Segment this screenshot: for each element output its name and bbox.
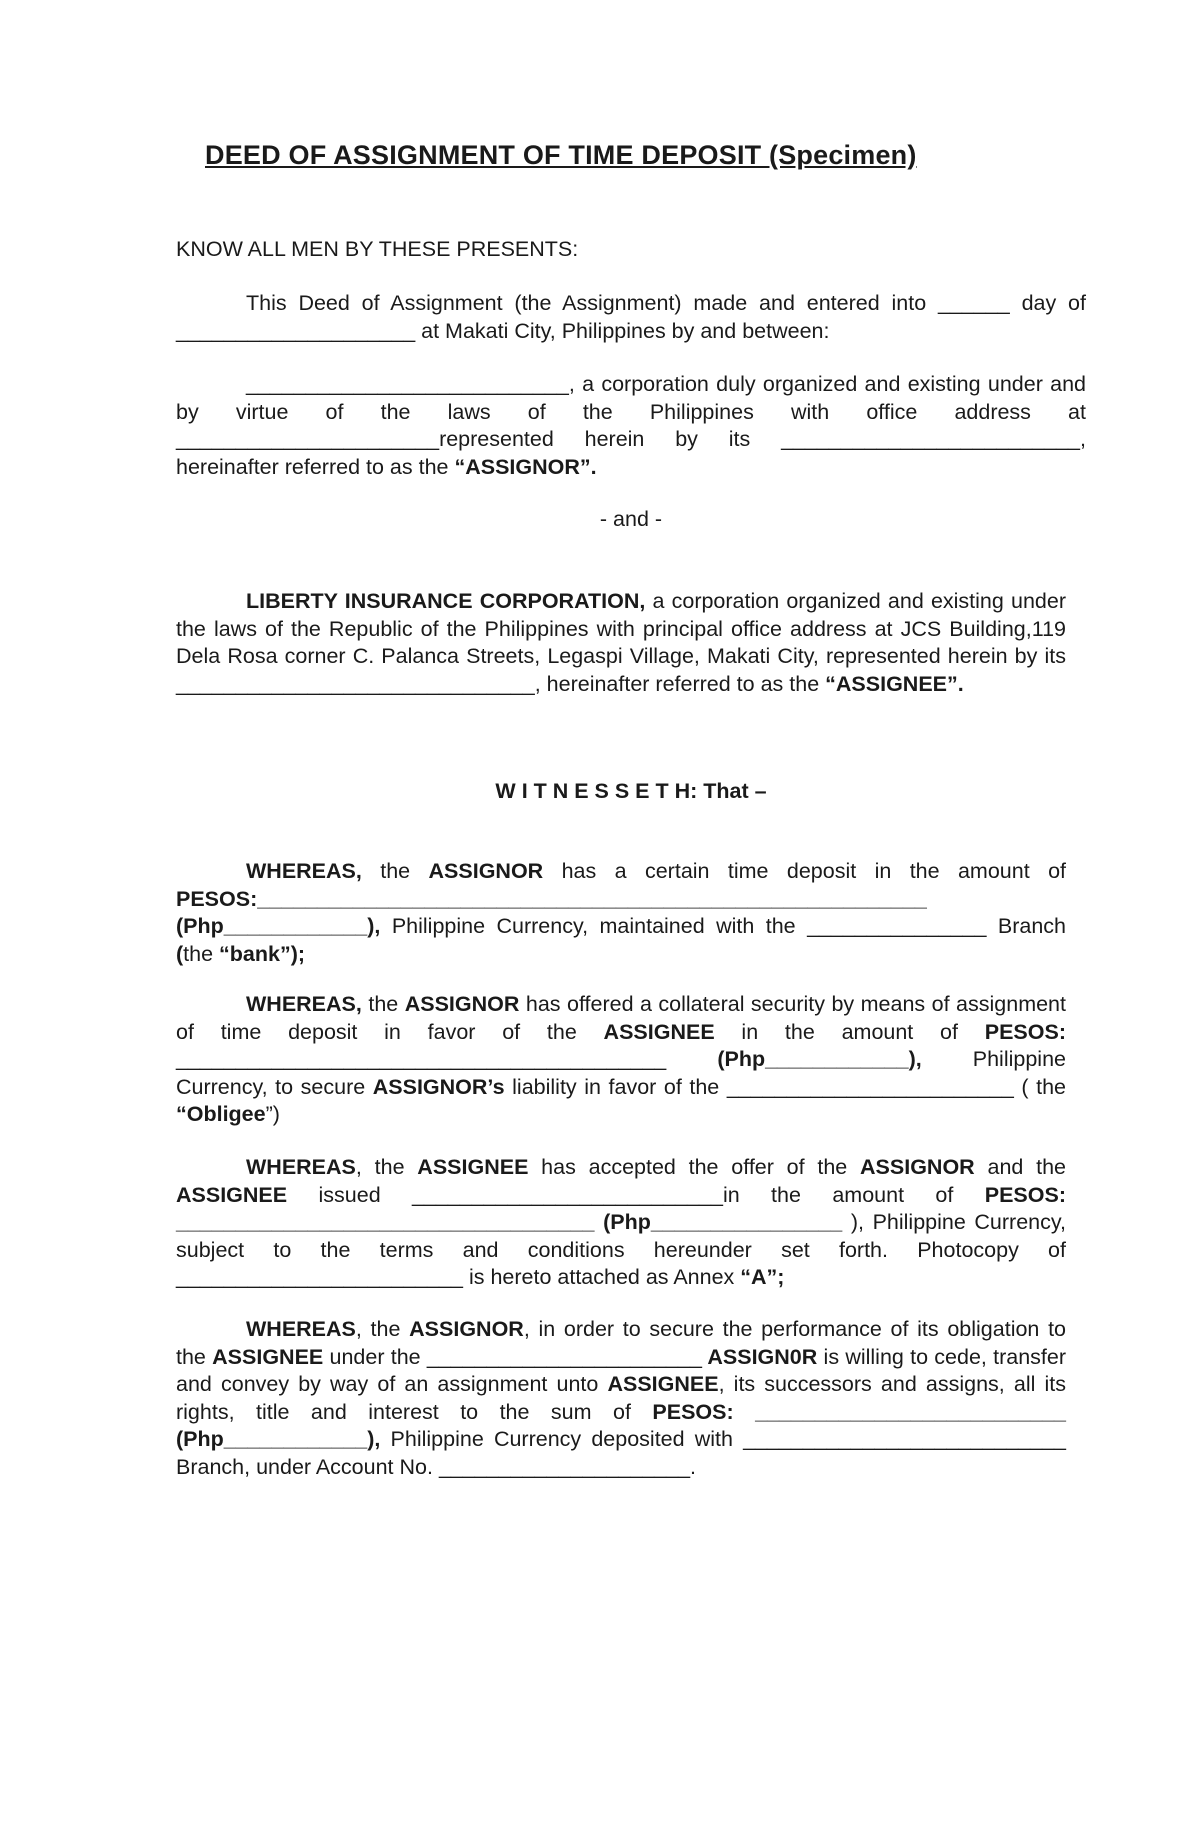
w1-bank-label: “bank”); (219, 941, 306, 966)
w3-text-2: has accepted the offer of the (528, 1155, 861, 1179)
w4-text-1: , the (355, 1317, 410, 1341)
w2-obligee-label: “Obligee (176, 1102, 266, 1126)
whereas-clause-1 (176, 858, 1066, 968)
w4-account-blank: _____________________ (438, 1454, 691, 1479)
w2-text-5: liability in favor of the (504, 1074, 727, 1099)
w3-text-3: and the (974, 1155, 1067, 1179)
w3-pesos-blank: ___________________________________ (176, 1210, 595, 1234)
w4-text-8: . (690, 1454, 697, 1479)
w1-text-1: the (361, 859, 429, 883)
whereas-2-label: WHEREAS, (246, 992, 362, 1016)
p1-text-2: day of (1009, 291, 1086, 315)
intro-line (176, 236, 1086, 264)
whereas-3-label: WHEREAS (246, 1155, 356, 1179)
w4-text-2: , in order to secure the performance of its obligation to the (176, 1317, 1066, 1369)
whereas-2-text (176, 991, 1066, 1129)
w4-assignor: ASSIGNOR (409, 1317, 524, 1341)
w2-obligee-blank: ________________________ (726, 1074, 1014, 1099)
assignee-paragraph (176, 588, 1066, 698)
w2-assignors: ASSIGNOR’s (372, 1074, 505, 1099)
document-title (205, 140, 1110, 171)
p3-text-1: a corporation organized and existing under the laws of the Republic of the Philippines with principal office address at JCS Building,119 Dela Rosa corner C. Palanca Streets, Legaspi Village, Makati City, represented herein by its (176, 589, 1066, 668)
w1-text-5: the (183, 941, 220, 966)
w4-text-6: Philippine Currency deposited with (380, 1427, 744, 1451)
p2-text-2: represented herein by its (439, 427, 782, 451)
and-separator (176, 506, 1086, 534)
p2-text-1: , a corporation duly organized and existing under and by virtue of the laws of the Philippines with office address at (176, 372, 1086, 424)
assignee-text (176, 588, 1066, 698)
whereas-4-text (176, 1316, 1066, 1481)
whereas-1-label: WHEREAS, (246, 859, 362, 883)
w1-text-2: has a certain time deposit in the amount of (543, 859, 1066, 883)
w2-assignee: ASSIGNEE (603, 1019, 715, 1044)
w2-pesos-blank: _________________________________________ (176, 1047, 667, 1071)
w3-assignor: ASSIGNOR (860, 1155, 975, 1179)
w3-photocopy-blank: ________________________ (176, 1265, 463, 1289)
w2-text-2: has offered a collateral security by means of assignment of time deposit in favor of the (176, 992, 1066, 1044)
assignor-name-blank: ___________________________ (246, 372, 569, 396)
w2-text-3: in the amount of (714, 1019, 985, 1044)
w4-php-blank: (Php____________), (176, 1427, 381, 1451)
w1-pesos-blank: ________________________________________________________ (257, 886, 927, 911)
w3-pesos-label: PESOS: (984, 1182, 1066, 1207)
w3-php-blank: (Php________________ (594, 1210, 843, 1234)
w3-text-5: in the amount of (722, 1182, 985, 1207)
intro-text: KNOW ALL MEN BY THESE PRESENTS: (176, 237, 579, 261)
w2-text-1: the (361, 992, 405, 1016)
w4-pesos-label: PESOS: (652, 1399, 734, 1424)
w2-text-6: ( the (1013, 1074, 1066, 1099)
w4-under-blank: _______________________ (426, 1344, 702, 1369)
witnesseth-heading (176, 778, 1086, 806)
w3-text-7: is hereto attached as Annex (462, 1265, 741, 1289)
assignee-representative-blank: ______________________________ (176, 671, 535, 696)
title-underline-tail (917, 140, 987, 171)
month-blank: ____________________ (176, 318, 416, 343)
w3-annex-label: “A”; (740, 1265, 785, 1289)
day-blank: ______ (937, 291, 1010, 315)
opening-text (176, 290, 1086, 345)
w3-text-1: , the (355, 1155, 418, 1179)
whereas-4-label: WHEREAS (246, 1317, 356, 1341)
p1-text-3: at Makati City, Philippines by and between: (415, 318, 830, 343)
w2-assignor: ASSIGNOR (404, 992, 520, 1016)
and-text: - and - (599, 507, 663, 531)
title-text: DEED OF ASSIGNMENT OF TIME DEPOSIT (Specimen) (205, 140, 917, 170)
w1-bank-blank: _______________ (807, 914, 987, 938)
w3-assignee: ASSIGNEE (417, 1155, 529, 1179)
whereas-3-text (176, 1154, 1066, 1292)
w4-text-4: is willing to cede, transfer and convey by way of an assignment unto (176, 1344, 1067, 1396)
w1-pesos-label: PESOS: (176, 886, 258, 911)
w4-assign0r: ASSIGN0R (701, 1344, 818, 1369)
w4-assignee-2: ASSIGNEE (607, 1372, 719, 1396)
whereas-clause-2 (176, 991, 1066, 1129)
w4-assignee: ASSIGNEE (212, 1344, 324, 1369)
w4-text-5: , its successors and assigns, all its rights, title and interest to the sum of (176, 1372, 1066, 1424)
w3-issued-blank: __________________________ (412, 1182, 723, 1207)
w4-text-3: under the (323, 1344, 427, 1369)
w1-php-blank: (Php____________), (176, 914, 381, 938)
opening-paragraph (176, 290, 1086, 345)
assignor-label: “ASSIGNOR”. (454, 454, 597, 479)
w3-text-4: issued (287, 1182, 413, 1207)
whereas-1-text (176, 858, 1066, 968)
w4-deposit-blank: ___________________________ (743, 1427, 1066, 1451)
w1-text-3: Philippine Currency, maintained with the (380, 914, 808, 938)
w3-text-6: ), Philippine Currency, subject to the terms and conditions hereunder set forth. Photocopy of (176, 1210, 1066, 1262)
assignee-label: “ASSIGNEE”. (825, 671, 964, 696)
p1-text-1: This Deed of Assignment (the Assignment) made and entered into (246, 291, 938, 315)
p3-text-2: , hereinafter referred to as the (534, 671, 826, 696)
assignor-representative-blank: _________________________ (781, 427, 1081, 451)
whereas-clause-3 (176, 1154, 1066, 1292)
w2-php-blank: (Php____________), (717, 1047, 922, 1071)
w4-text-7: Branch, under Account No. (176, 1454, 439, 1479)
assignee-company-name: LIBERTY INSURANCE CORPORATION, (246, 589, 646, 613)
w4-pesos-blank: __________________________ (755, 1399, 1066, 1424)
assignor-paragraph (176, 371, 1086, 481)
witnesseth-text: W I T N E S S E T H: That – (495, 779, 767, 803)
w3-assignee-2: ASSIGNEE (176, 1182, 288, 1207)
p2-text-3: , hereinafter referred to as the (176, 427, 1086, 479)
w2-text-7: ”) (265, 1102, 280, 1126)
whereas-clause-4 (176, 1316, 1066, 1481)
assignor-text (176, 371, 1086, 481)
w2-text-4: Philippine Currency, to secure (176, 1047, 1066, 1099)
w1-paren: ( (176, 941, 184, 966)
assignor-address-blank: ______________________ (176, 427, 440, 451)
w2-pesos-label: PESOS: (984, 1019, 1066, 1044)
w1-text-4: Branch (986, 914, 1066, 938)
w1-assignor: ASSIGNOR (428, 859, 544, 883)
